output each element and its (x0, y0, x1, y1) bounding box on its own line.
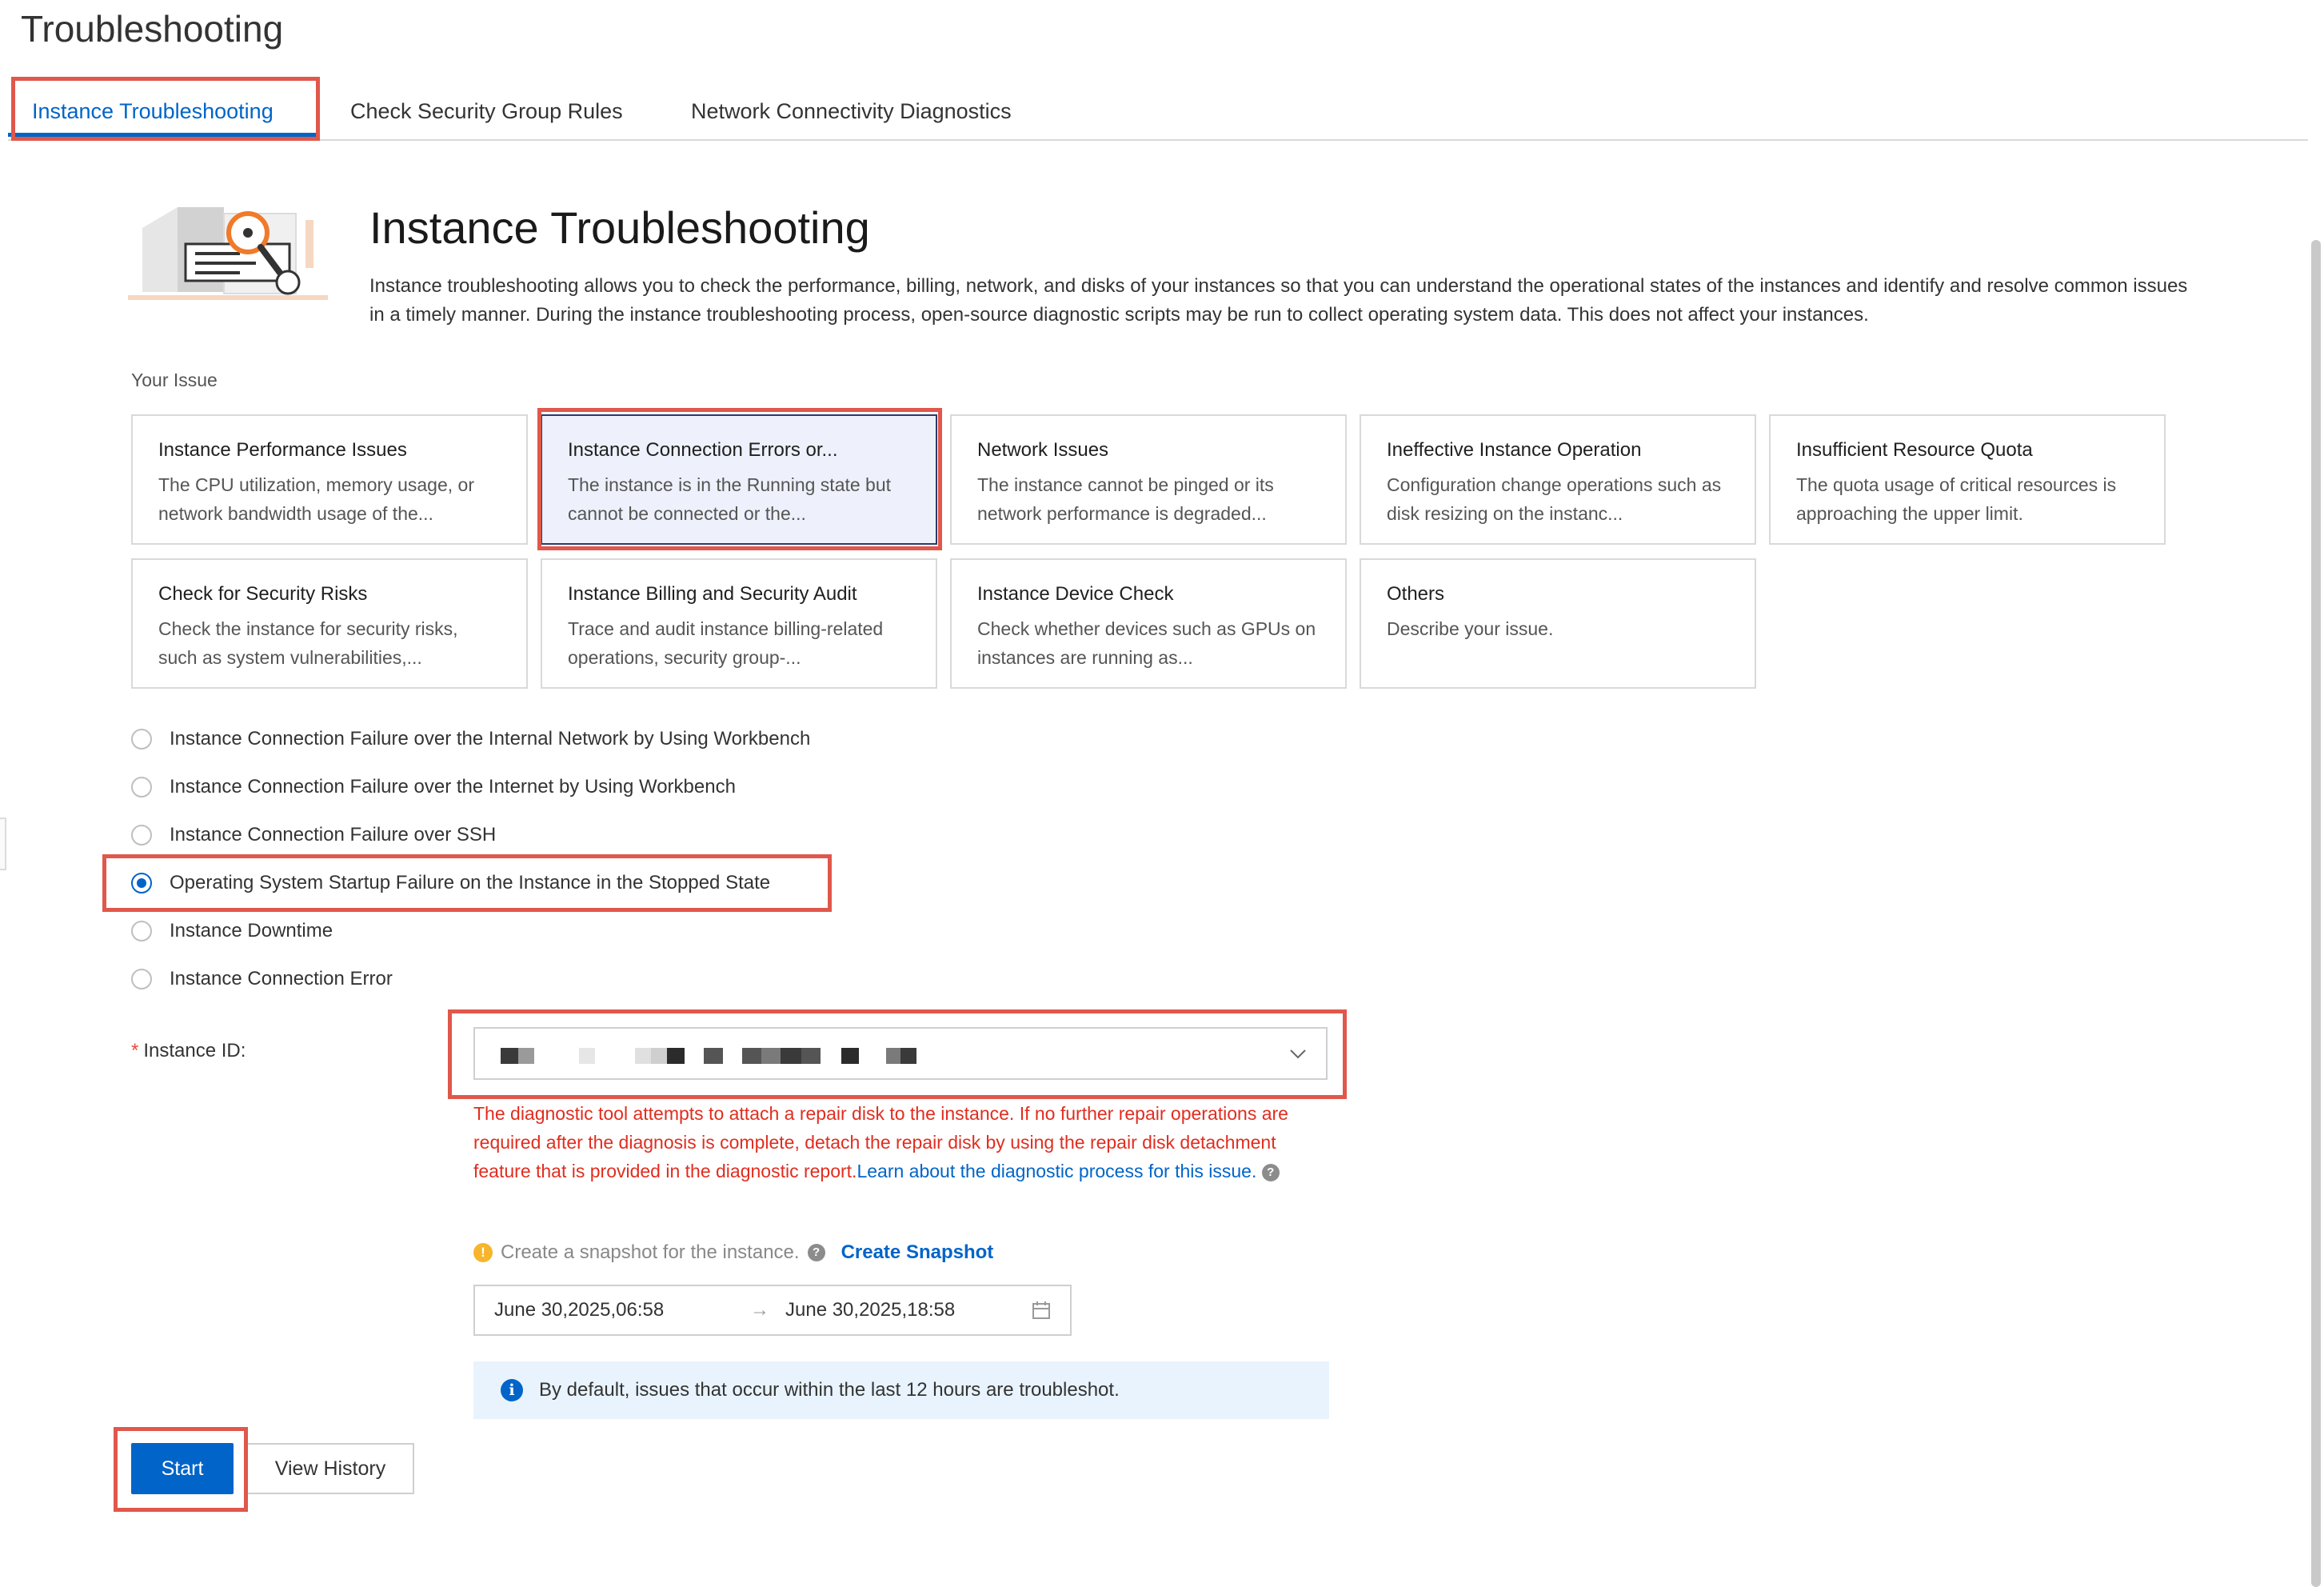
issue-card-insufficient-resource-quota[interactable] (1769, 414, 2166, 545)
side-panel-handle[interactable] (0, 817, 6, 870)
warning-icon: ! (473, 1243, 493, 1262)
card-description: Describe your issue. (1387, 618, 1554, 639)
card-description: Trace and audit instance billing-related operations, security group-... (568, 618, 884, 668)
card-description: The quota usage of critical resources is approaching the upper limit. (1796, 474, 2117, 524)
radio-button[interactable] (131, 825, 152, 845)
active-tab-indicator (8, 133, 318, 137)
card-title: Network Issues (977, 439, 1109, 461)
intro-description: Instance troubleshooting allows you to check the performance, billing, network, and disks of your instances so that you can understand the operational states of the instances and identify and resolve common issues in a timely manner. During the instance troubleshooting process, open-source diagnostic scripts may be run to collect operating system data. This does not affect your instances. (369, 275, 2188, 326)
card-description: Configuration change operations such as disk resizing on the instanc... (1387, 474, 1722, 524)
card-description: The CPU utilization, memory usage, or network bandwidth usage of the... (158, 474, 474, 524)
tab-check-security-group-rules[interactable]: Check Security Group Rules (350, 99, 623, 123)
issue-card-instance-device-check[interactable] (950, 558, 1347, 689)
view-history-button[interactable]: View History (246, 1443, 414, 1494)
required-mark: * (131, 1040, 139, 1061)
issue-card-network-issues[interactable] (950, 414, 1347, 545)
issue-card-ineffective-instance-operation[interactable] (1360, 414, 1756, 545)
card-title: Instance Billing and Security Audit (568, 583, 857, 605)
tab-bar (8, 77, 2308, 141)
instance-id-colon: : (240, 1040, 246, 1061)
radio-button[interactable] (131, 969, 152, 989)
card-title: Insufficient Resource Quota (1796, 439, 2033, 461)
radio-option-instance-downtime[interactable] (131, 915, 333, 947)
issue-card-instance-connection-errors[interactable] (541, 414, 937, 545)
radio-label: Instance Connection Failure over the Internal Network by Using Workbench (170, 728, 811, 750)
help-icon[interactable]: ? (808, 1244, 825, 1261)
tab-instance-troubleshooting[interactable]: Instance Troubleshooting (32, 99, 274, 123)
start-button[interactable]: Start (131, 1443, 234, 1494)
radio-button[interactable] (131, 873, 152, 893)
date-end[interactable]: June 30,2025,18:58 (785, 1299, 956, 1321)
issue-card-security-risks[interactable] (131, 558, 528, 689)
radio-option-internal-network-workbench[interactable] (131, 723, 810, 755)
card-title: Instance Device Check (977, 583, 1174, 605)
radio-option-instance-connection-error[interactable] (131, 963, 393, 995)
learn-more-link[interactable]: Learn about the diagnostic process for this issue. (857, 1161, 1257, 1181)
card-description: The instance cannot be pinged or its network performance is degraded... (977, 474, 1274, 524)
radio-label: Operating System Startup Failure on the Instance in the Stopped State (170, 872, 771, 893)
card-description: Check whether devices such as GPUs on instances are running as... (977, 618, 1316, 668)
info-icon: i (501, 1379, 523, 1401)
issue-card-instance-performance[interactable] (131, 414, 528, 545)
card-title: Instance Connection Errors or... (568, 439, 838, 461)
radio-label: Instance Downtime (170, 920, 333, 941)
card-title: Instance Performance Issues (158, 439, 407, 461)
calendar-icon (1032, 1301, 1051, 1320)
card-title: Check for Security Risks (158, 583, 368, 605)
chevron-down-icon (1288, 1043, 1308, 1064)
radio-label: Instance Connection Failure over the Internet by Using Workbench (170, 776, 736, 797)
radio-option-os-startup-failure[interactable] (131, 867, 770, 899)
date-start[interactable]: June 30,2025,06:58 (494, 1299, 665, 1321)
help-icon[interactable]: ? (1262, 1164, 1280, 1181)
warning-text: The diagnostic tool attempts to attach a repair disk to the instance. If no further repair operations are required after the diagnosis is complete, detach the repair disk by using the repair disk detachment feature that is provided in the diagnostic report. (473, 1103, 1288, 1181)
issue-card-others[interactable] (1360, 558, 1756, 689)
radio-label: Instance Connection Failure over SSH (170, 824, 497, 845)
instance-id-label (131, 1040, 246, 1062)
troubleshooting-illustration (128, 196, 328, 312)
range-arrow-icon: → (750, 1299, 769, 1321)
radio-option-ssh[interactable] (131, 819, 496, 851)
card-title: Others (1387, 583, 1445, 605)
scrollbar[interactable] (2311, 240, 2321, 1587)
date-range-picker[interactable] (473, 1285, 1072, 1336)
intro-title: Instance Troubleshooting (369, 202, 870, 253)
radio-option-internet-workbench[interactable] (131, 771, 736, 803)
page-title: Troubleshooting (21, 8, 284, 50)
radio-button[interactable] (131, 729, 152, 750)
issue-card-billing-security-audit[interactable] (541, 558, 937, 689)
tab-network-connectivity-diagnostics[interactable]: Network Connectivity Diagnostics (691, 99, 1012, 123)
your-issue-label: Your Issue (131, 370, 218, 390)
snapshot-row (473, 1237, 993, 1269)
radio-label: Instance Connection Error (170, 968, 393, 989)
card-title: Ineffective Instance Operation (1387, 439, 1642, 461)
card-description: Check the instance for security risks, such as system vulnerabilities,... (158, 618, 458, 668)
create-snapshot-link[interactable]: Create Snapshot (841, 1241, 994, 1263)
repair-disk-warning (473, 1099, 1337, 1185)
info-text: By default, issues that occur within the last 12 hours are troubleshot. (539, 1379, 1120, 1401)
radio-button[interactable] (131, 921, 152, 941)
snapshot-hint: Create a snapshot for the instance. (501, 1241, 800, 1263)
radio-button[interactable] (131, 777, 152, 797)
card-description: The instance is in the Running state but cannot be connected or the... (568, 474, 892, 524)
info-banner (473, 1361, 1329, 1419)
instance-id-select[interactable] (473, 1027, 1328, 1080)
instance-id-label-text: Instance ID (143, 1040, 241, 1061)
